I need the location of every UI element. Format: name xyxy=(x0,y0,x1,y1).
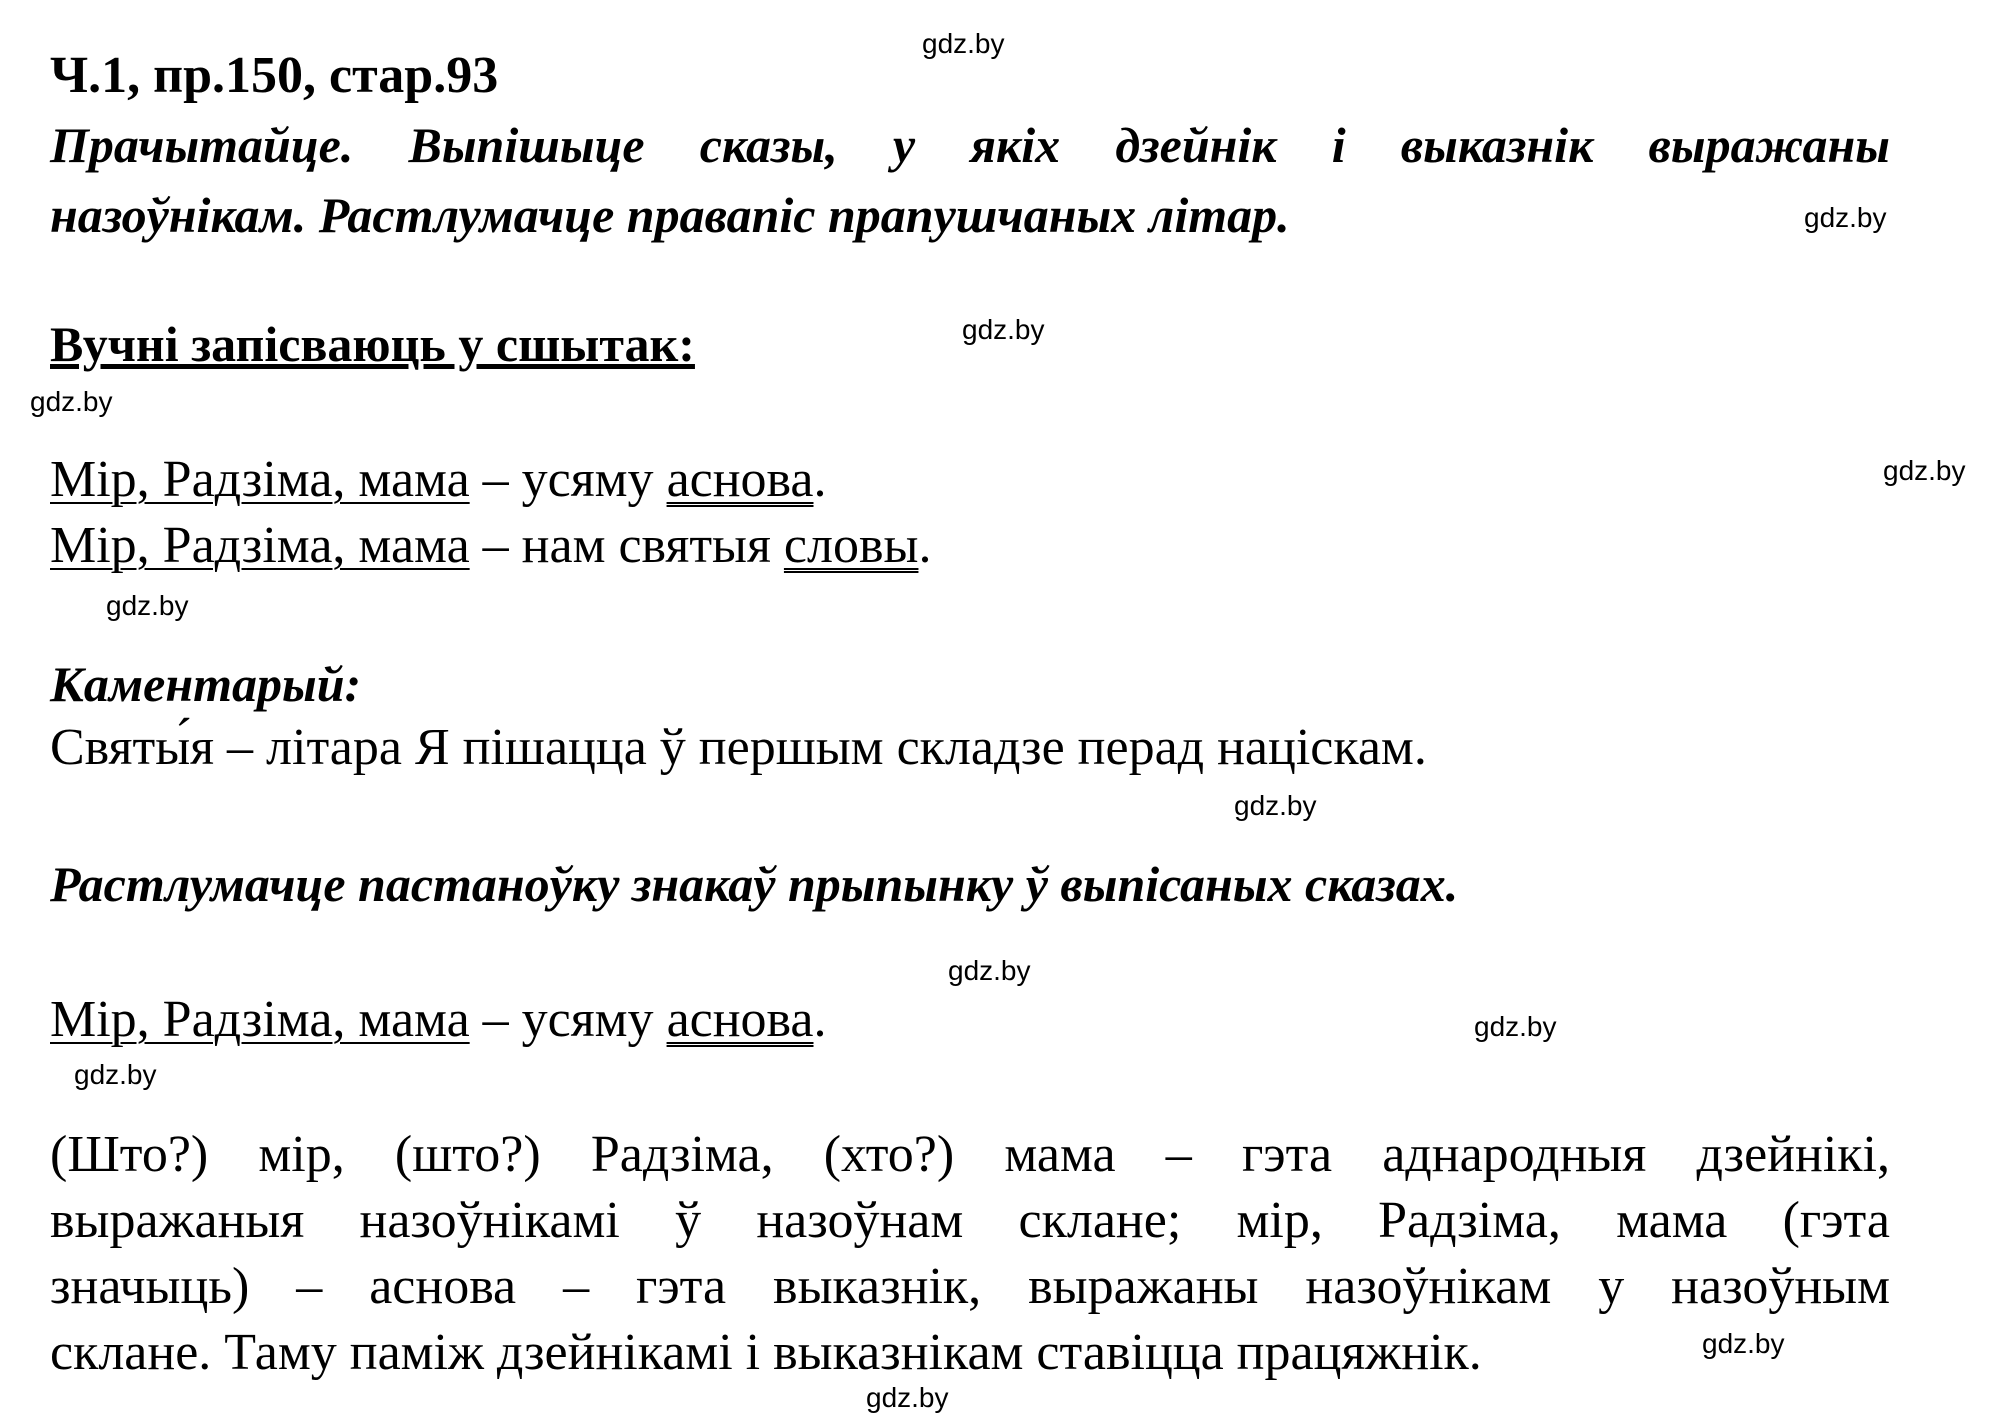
subject: Мір, Радзіма, мама xyxy=(50,451,470,508)
watermark: gdz.by xyxy=(948,955,1031,986)
sentence-1 xyxy=(50,450,827,509)
watermark: gdz.by xyxy=(74,1059,157,1090)
watermark: gdz.by xyxy=(866,1382,949,1413)
watermark: gdz.by xyxy=(1702,1328,1785,1359)
sentence-end: . xyxy=(813,451,827,508)
subject: Мір, Радзіма, мама xyxy=(50,991,470,1048)
explanation-line: склане. Таму паміж дзейнікамі і выказнікам ставіцца працяжнік. xyxy=(50,1324,1482,1381)
watermark: gdz.by xyxy=(962,314,1045,345)
watermark: gdz.by xyxy=(106,590,189,621)
explanation xyxy=(50,1122,1890,1386)
sentence-end: . xyxy=(813,991,827,1048)
task-line: назоўнікам. Растлумачце правапіс прапушчаных літар. xyxy=(50,187,1290,243)
watermark: gdz.by xyxy=(1804,202,1887,233)
subject: Мір, Радзіма, мама xyxy=(50,517,470,574)
sentence-middle: – усяму xyxy=(469,451,667,508)
watermark: gdz.by xyxy=(1234,790,1317,821)
explanation-line: значыць) – аснова – гэта выказнік, выражаны назоўнікам у назоўным xyxy=(50,1258,1890,1315)
comment-text: Святы́я – літара Я пішацца ў першым складзе перад націскам. xyxy=(50,719,1427,776)
task-line: Прачытайце. Выпішыце сказы, у якіх дзейнік і выказнік выражаны xyxy=(50,117,1890,173)
watermark: gdz.by xyxy=(1474,1011,1557,1042)
sentence-end: . xyxy=(918,517,932,574)
watermark: gdz.by xyxy=(30,386,113,417)
task-statement xyxy=(50,110,1890,250)
predicate: аснова xyxy=(666,451,814,508)
watermark: gdz.by xyxy=(1883,455,1966,486)
page-title: Ч.1, пр.150, стар.93 xyxy=(50,47,499,104)
notebook-heading: Вучні запісваюць у сшытак: xyxy=(50,316,695,372)
predicate: словы xyxy=(783,517,919,574)
task-2: Растлумачце пастаноўку знакаў прыпынку ў выпісаных сказах. xyxy=(50,856,1459,912)
comment-heading: Каментарый: xyxy=(50,656,362,712)
explanation-line: выражаныя назоўнікамі ў назоўнам склане; мір, Радзіма, мама (гэта xyxy=(50,1192,1890,1249)
watermark: gdz.by xyxy=(922,28,1005,59)
sentence-middle: – усяму xyxy=(469,991,667,1048)
sentence-2 xyxy=(50,516,931,575)
predicate: аснова xyxy=(666,991,814,1048)
explanation-line: (Што?) мір, (што?) Радзіма, (хто?) мама – гэта аднародныя дзейнікі, xyxy=(50,1126,1890,1183)
sentence-middle: – нам святыя xyxy=(469,517,784,574)
sentence-3 xyxy=(50,990,827,1049)
